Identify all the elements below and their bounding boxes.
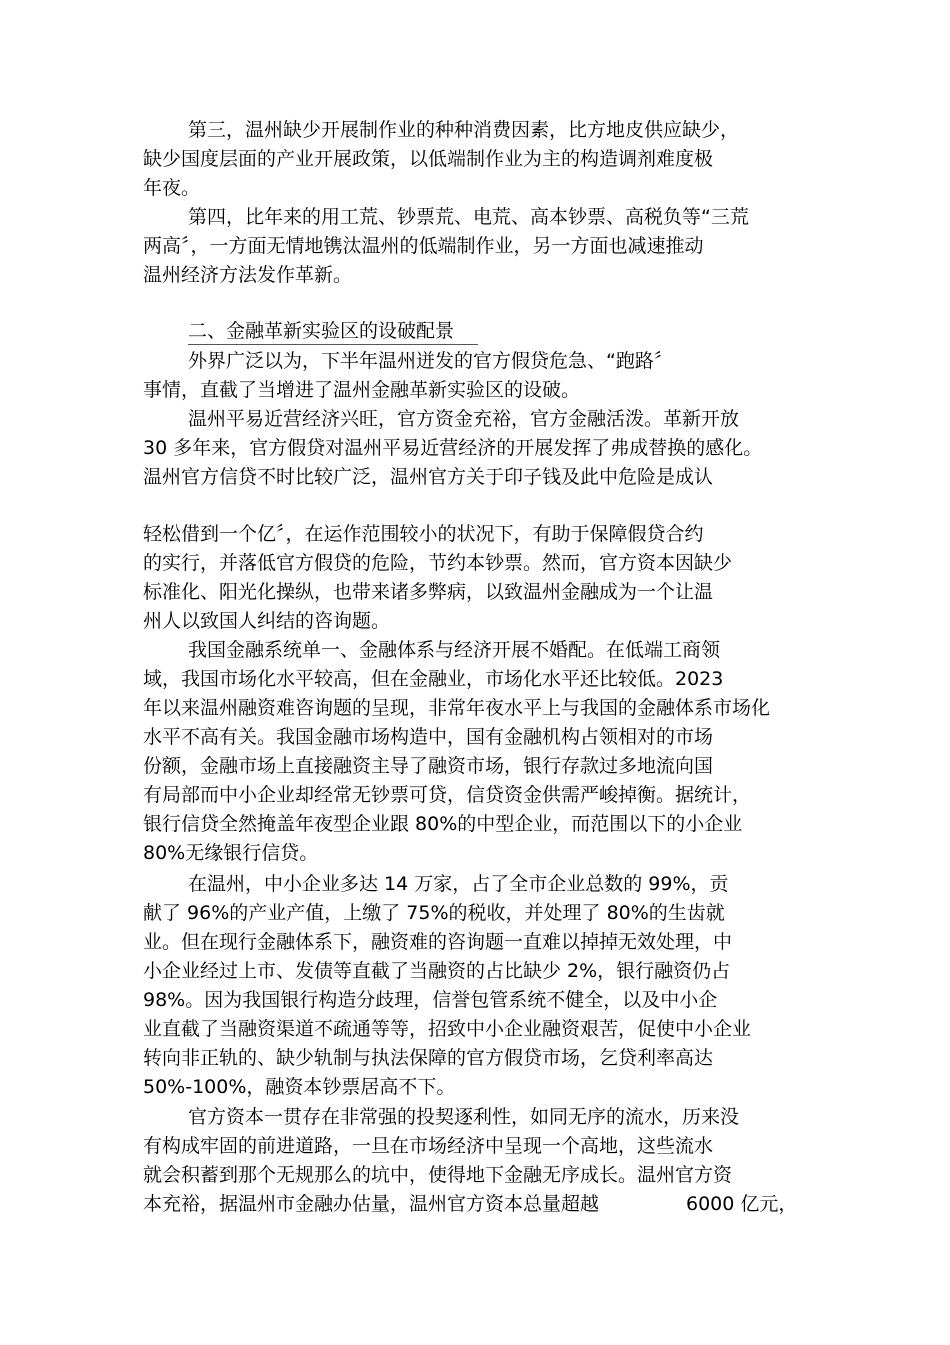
text-line: 6000 亿元， [686, 1193, 798, 1215]
text-line: 轻松借到一个亿〞，在运作范围较小的状况下，有助于保障假贷合约 [143, 523, 704, 545]
section-heading: 二、金融革新实验区的设破配景 [188, 318, 478, 345]
text-line: 年以来温州融资难咨询题的呈现，非常年夜水平上与我国的金融体系市场化 [143, 697, 771, 719]
text-line: 两高〞，一方面无情地镌汰温州的低端制作业，另一方面也减速推动 [143, 235, 704, 257]
text-line: 就会积蓄到那个无规那么的坑中，使得地下金融无序成长。温州官方资 [143, 1164, 733, 1186]
text-line: 银行信贷全然掩盖年夜型企业跟 80%的中型企业，而范围以下的小企业 [143, 813, 743, 835]
text-line: 业。但在现行金融体系下，融资难的咨询题一直难以掉掉无效处理，中 [143, 931, 733, 953]
text-line: 外界广泛以为，下半年温州迸发的官方假贷危急、“跑路〞 [188, 350, 673, 372]
text-line: 温州平易近营经济兴旺，官方资金充裕，官方金融活泼。革新开放 [188, 408, 740, 430]
text-line: 域，我国市场化水平较高，但在金融业，市场化水平还比较低。2023 [143, 668, 724, 690]
text-line: 官方资本一贯存在非常强的投契逐利性，如同无序的流水，历来没 [188, 1106, 740, 1128]
text-line: 水平不高有关。我国金融市场构造中，国有金融机构占领相对的市场 [143, 726, 714, 748]
text-line: 缺少国度层面的产业开展政策，以低端制作业为主的构造调剂难度极 [143, 148, 714, 170]
text-line: 有局部而中小企业却经常无钞票可贷，信贷资金供需严峻掉衡。据统计， [143, 784, 752, 806]
text-line: 第三，温州缺少开展制作业的种种消费因素，比方地皮供应缺少， [188, 119, 740, 141]
text-line: 的实行，并落低官方假贷的危险，节约本钞票。然而，官方资本因缺少 [143, 552, 733, 574]
text-line: 温州经济方法发作革新。 [143, 264, 353, 286]
text-line: 50%-100%，融资本钞票居高不下。 [143, 1076, 456, 1098]
text-line: 份额，金融市场上直接融资主导了融资市场，银行存款过多地流向国 [143, 755, 714, 777]
text-line: 本充裕，据温州市金融办估量，温州官方资本总量超越 [143, 1193, 600, 1215]
text-line: 献了 96%的产业产值，上缴了 75%的税收，并处理了 80%的生齿就 [143, 902, 725, 924]
text-line: 有构成牢固的前进道路，一旦在市场经济中呈现一个高地，这些流水 [143, 1135, 714, 1157]
text-line: 98%。因为我国银行构造分歧理，信誉包管系统不健全，以及中小企 [143, 989, 718, 1011]
text-line: 年夜。 [143, 177, 201, 199]
text-line: 事情，直截了当增进了温州金融革新实验区的设破。 [143, 379, 581, 401]
text-line: 转向非正轨的、缺少轨制与执法保障的官方假贷市场，乞贷利率高达 [143, 1047, 714, 1069]
text-line: 业直截了当融资渠道不疏通等等，招致中小企业融资艰苦，促使中小企业 [143, 1018, 752, 1040]
text-line: 第四，比年来的用工荒、钞票荒、电荒、高本钞票、高税负等“三荒 [188, 206, 749, 228]
text-line: 标准化、阳光化操纵，也带来诸多弊病，以致温州金融成为一个让温 [143, 581, 714, 603]
text-line: 州人以致国人纠结的咨询题。 [143, 610, 391, 632]
text-line: 我国金融系统单一、金融体系与经济开展不婚配。在低端工商领 [188, 639, 721, 661]
text-line: 在温州，中小企业多达 14 万家，占了全市企业总数的 99%，贡 [188, 873, 729, 895]
text-line: 80%无缘银行信贷。 [143, 842, 319, 864]
text-line: 小企业经过上市、发债等直截了当融资的占比缺少 2%，银行融资仍占 [143, 960, 731, 982]
text-line: 温州官方信贷不时比较广泛，温州官方关于印子钱及此中危险是成认 [143, 466, 714, 488]
text-line: 30 多年来，官方假贷对温州平易近营经济的开展发挥了弗成替换的感化。 [143, 437, 763, 459]
